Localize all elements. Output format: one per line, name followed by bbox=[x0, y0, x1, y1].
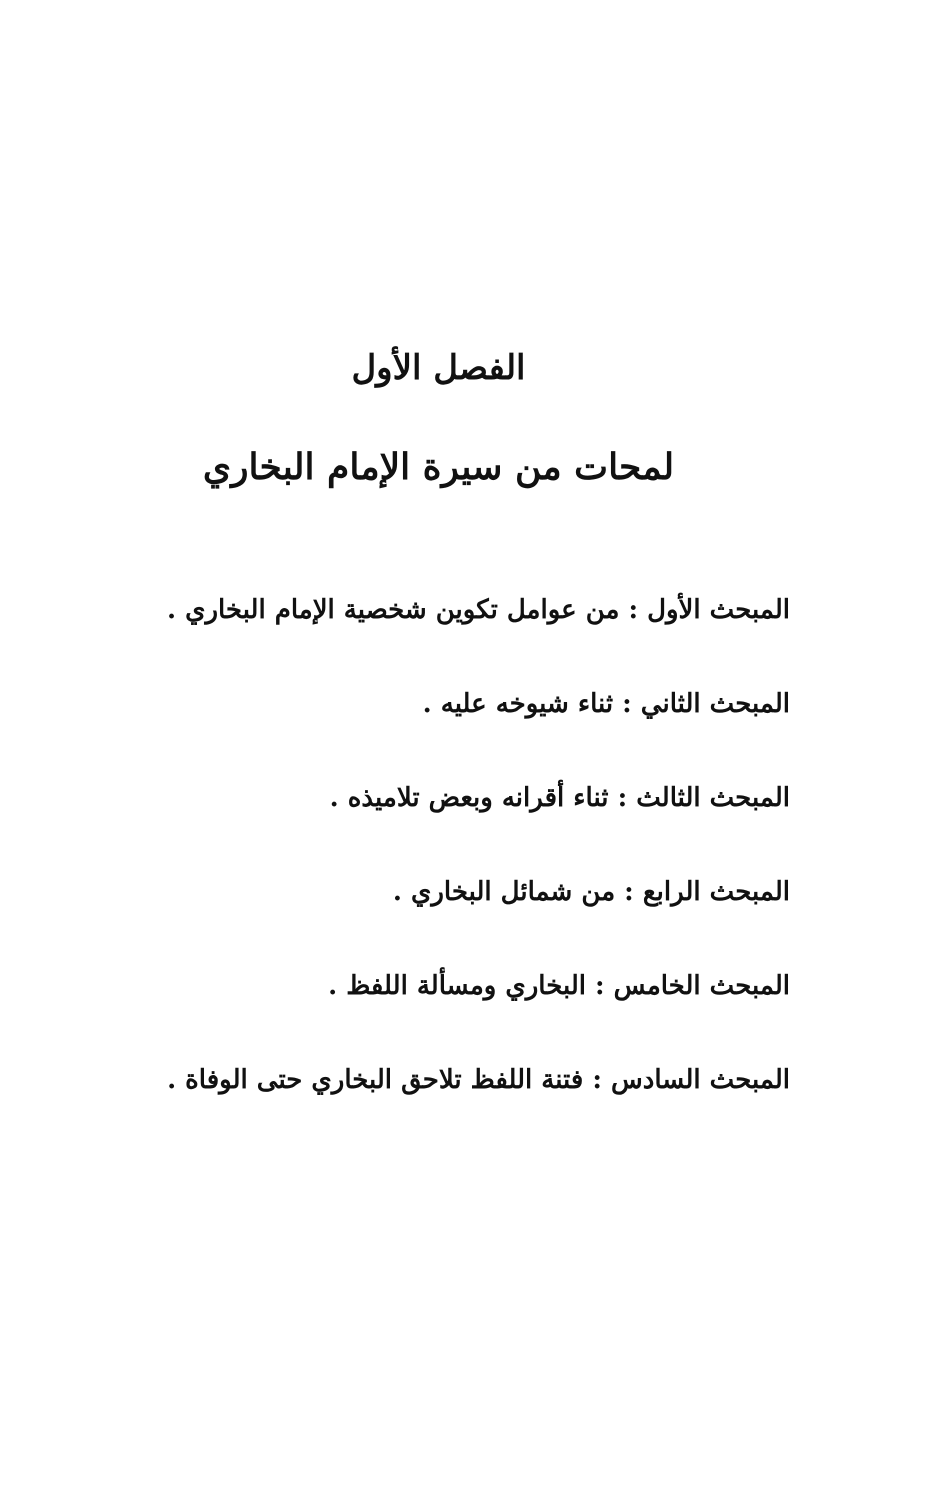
section-item-5: المبحث الخامس : البخاري ومسألة اللفظ . bbox=[328, 971, 790, 1001]
section-item-4: المبحث الرابع : من شمائل البخاري . bbox=[392, 877, 790, 907]
chapter-title: الفصل الأول bbox=[351, 348, 526, 388]
section-item-2: المبحث الثاني : ثناء شيوخه عليه . bbox=[422, 689, 790, 719]
section-item-6: المبحث السادس : فتنة اللفظ تلاحق البخاري حتى الوفاة . bbox=[167, 1065, 790, 1095]
sections-list bbox=[150, 585, 790, 1149]
section-item-3: المبحث الثالث : ثناء أقرانه وبعض تلاميذه . bbox=[329, 783, 790, 813]
chapter-subtitle: لمحات من سيرة الإمام البخاري bbox=[202, 446, 675, 488]
section-item-1: المبحث الأول : من عوامل تكوين شخصية الإمام البخاري . bbox=[166, 595, 790, 625]
